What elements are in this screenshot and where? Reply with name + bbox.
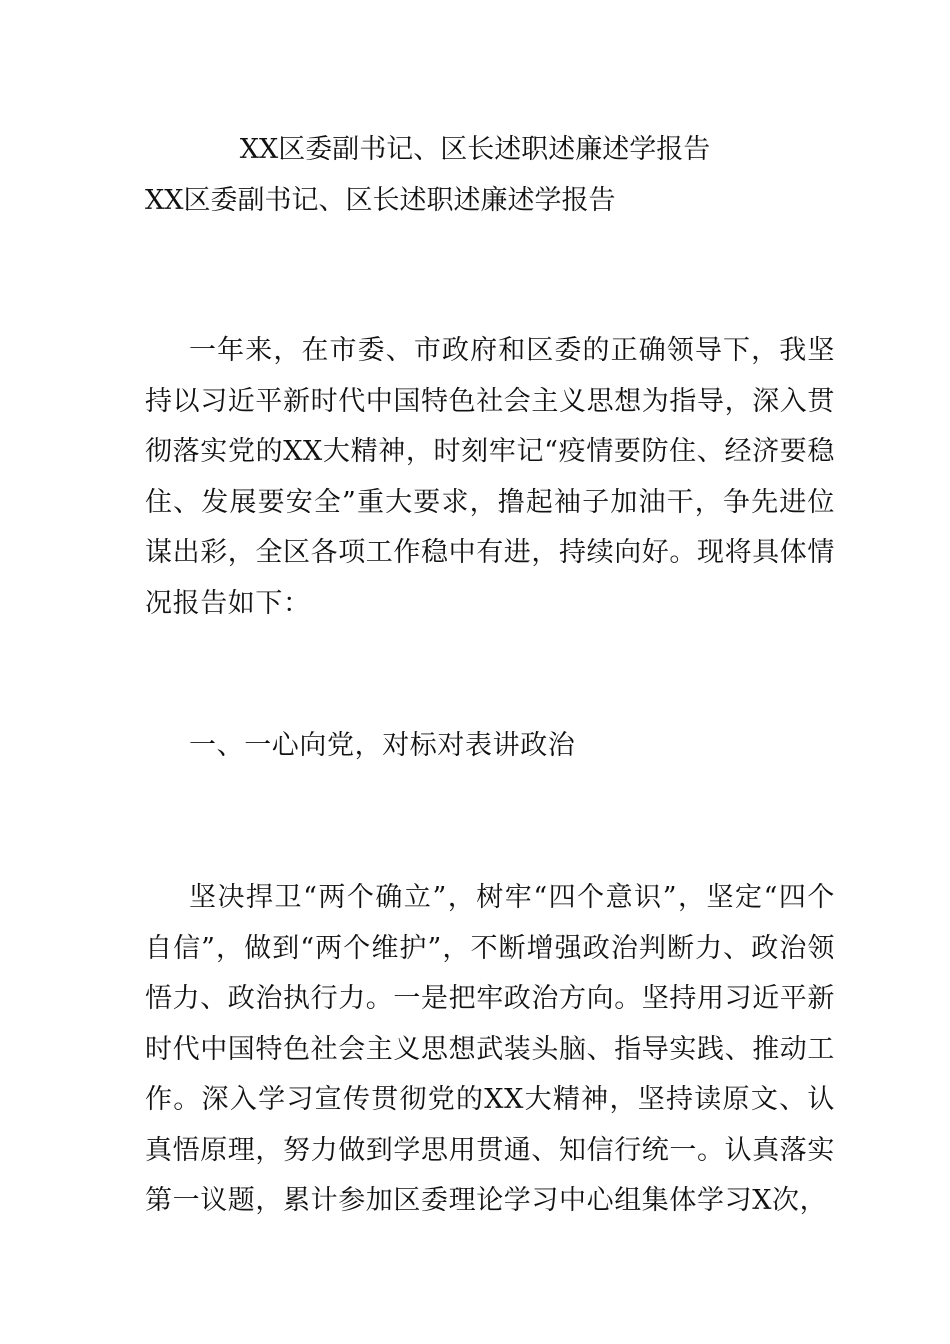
- section-1-paragraph: 坚决捍卫“两个确立”，树牢“四个意识”，坚定“四个自信”，做到“两个维护”，不断增强政治判断力、政治领悟力、政治执行力。一是把牢政治方向。坚持用习近平新时代中国特色社会主义思想武装头脑、指导实践、推动工作。深入学习宣传贯彻党的XX大精神，坚持读原文、认真悟原理，努力做到学思用贯通、知信行统一。认真落实第一议题，累计参加区委理论学习中心组集体学习X次，: [145, 882, 835, 1216]
- document-subtitle: XX区委副书记、区长述职述廉述学报告: [145, 185, 616, 216]
- intro-paragraph: 一年来，在市委、市政府和区委的正确领导下，我坚持以习近平新时代中国特色社会主义思想为指导，深入贯彻落实党的XX大精神，时刻牢记“疫情要防住、经济要稳住、发展要安全”重大要求，撸起袖子加油干，争先进位谋出彩，全区各项工作稳中有进，持续向好。现将具体情况报告如下：: [145, 335, 835, 619]
- section-1-heading: 一、一心向党，对标对表讲政治: [189, 730, 576, 761]
- document-title: XX区委副书记、区长述职述廉述学报告: [239, 134, 711, 165]
